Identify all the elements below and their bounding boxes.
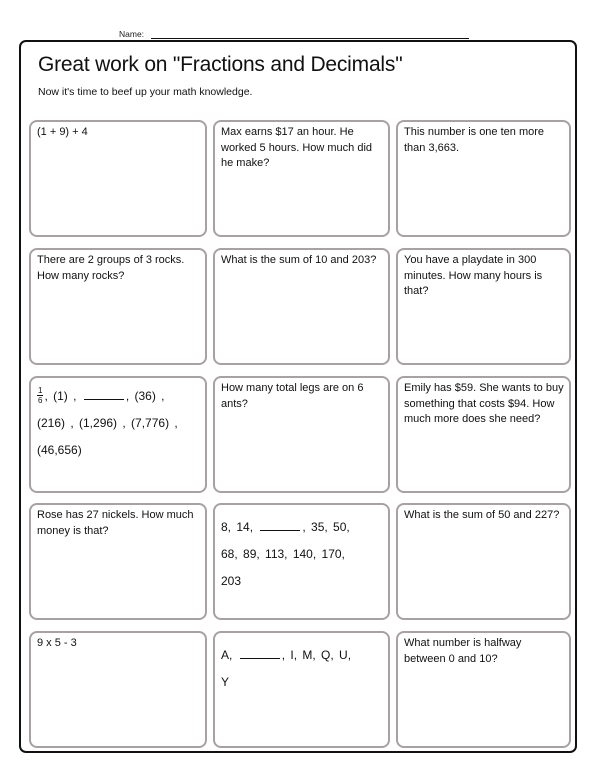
sequence-text: 8, 14, bbox=[221, 520, 254, 534]
worksheet-subtitle: Now it's time to beef up your math knowledge. bbox=[38, 86, 253, 98]
sequence-card[interactable] bbox=[29, 376, 207, 493]
problem-card[interactable] bbox=[213, 376, 390, 493]
sequence-text: , (1) , bbox=[44, 389, 77, 403]
problem-text: There are 2 groups of 3 rocks. How many rocks? bbox=[37, 254, 185, 282]
sequence-card[interactable] bbox=[213, 503, 390, 620]
problem-card[interactable] bbox=[213, 248, 390, 365]
problem-card[interactable] bbox=[29, 631, 207, 748]
sequence-text: , 35, 50, bbox=[302, 520, 350, 534]
sequence-text: , (36) , bbox=[125, 389, 165, 403]
sequence-card[interactable] bbox=[213, 631, 390, 748]
problem-card[interactable] bbox=[29, 503, 207, 620]
problem-text: What is the sum of 10 and 203? bbox=[221, 254, 377, 266]
sequence-text: , I, M, Q, U, bbox=[281, 648, 352, 662]
answer-blank[interactable] bbox=[260, 518, 300, 531]
name-input-line[interactable] bbox=[151, 29, 469, 39]
name-field-row bbox=[119, 25, 469, 39]
problem-card[interactable] bbox=[29, 248, 207, 365]
answer-blank[interactable] bbox=[240, 646, 280, 659]
problem-text: You have a playdate in 300 minutes. How many hours is that? bbox=[404, 254, 543, 297]
problem-card[interactable] bbox=[396, 120, 571, 237]
answer-blank[interactable] bbox=[84, 387, 124, 400]
problem-text: (1 + 9) + 4 bbox=[37, 126, 88, 138]
problem-text: What number is halfway between 0 and 10? bbox=[404, 637, 522, 665]
sequence-text: A, bbox=[221, 648, 233, 662]
problem-card[interactable] bbox=[396, 503, 571, 620]
worksheet-title: Great work on "Fractions and Decimals" bbox=[38, 53, 403, 76]
problem-card[interactable] bbox=[396, 248, 571, 365]
problem-text: Emily has $59. She wants to buy something that costs $94. How much more does she need? bbox=[404, 382, 564, 425]
problem-card[interactable] bbox=[213, 120, 390, 237]
sequence-line-1 bbox=[221, 636, 383, 669]
sequence-line-2: 68, 89, 113, 140, 170, bbox=[221, 547, 345, 561]
sequence-line-3: (46,656) bbox=[37, 443, 82, 457]
problem-card[interactable] bbox=[396, 376, 571, 493]
sequence-line-3: 203 bbox=[221, 574, 242, 588]
problem-text: How many total legs are on 6 ants? bbox=[221, 382, 364, 410]
sequence-line-1 bbox=[221, 508, 383, 541]
fraction bbox=[37, 387, 43, 405]
problem-text: 9 x 5 - 3 bbox=[37, 637, 77, 649]
fraction-denominator: 6 bbox=[38, 395, 43, 405]
sequence-line-1 bbox=[37, 381, 200, 410]
problem-text: This number is one ten more than 3,663. bbox=[404, 126, 545, 154]
problem-card[interactable] bbox=[29, 120, 207, 237]
problem-text: What is the sum of 50 and 227? bbox=[404, 509, 560, 521]
problem-card[interactable] bbox=[396, 631, 571, 748]
problem-text: Max earns $17 an hour. He worked 5 hours. How much did he make? bbox=[221, 126, 373, 169]
sequence-line-2: (216) , (1,296) , (7,776) , bbox=[37, 416, 178, 430]
problem-text: Rose has 27 nickels. How much money is that? bbox=[37, 509, 194, 537]
fraction-numerator: 1 bbox=[38, 385, 43, 395]
name-label: Name: bbox=[119, 29, 145, 39]
sequence-line-2: Y bbox=[221, 675, 230, 689]
